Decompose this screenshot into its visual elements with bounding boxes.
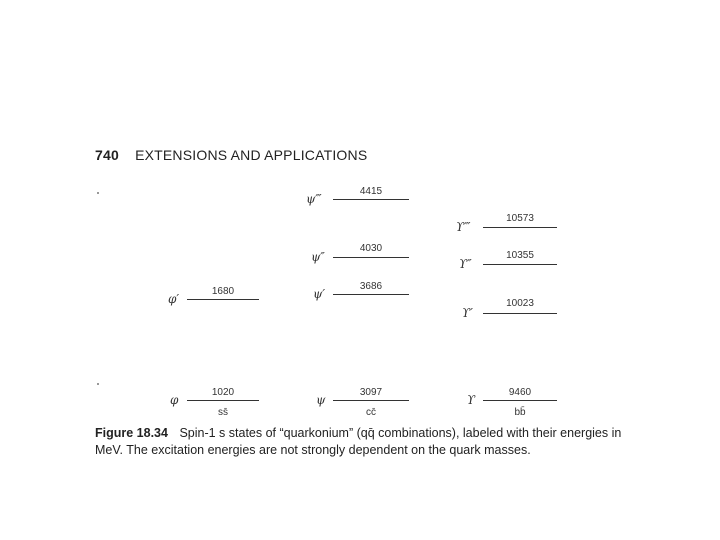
level-symbol-phi: φ: [170, 393, 179, 407]
level-line-upsilon-prime: [483, 313, 557, 314]
level-line-upsilon-double-prime: [483, 264, 557, 265]
level-symbol-upsilon-double-prime: ϒ″: [459, 257, 472, 271]
level-value-psi: 3097: [359, 387, 383, 398]
figure-caption: [95, 425, 640, 459]
level-value-psi-prime: 3686: [359, 281, 383, 292]
scan-speck: [97, 383, 99, 385]
level-symbol-upsilon-prime: ϒ′: [462, 306, 473, 320]
level-value-psi-double-prime: 4030: [359, 243, 383, 254]
quark-label-ssbar: ss̄: [218, 407, 228, 418]
level-value-upsilon: 9460: [508, 387, 532, 398]
level-symbol-psi-double-prime: ψ″: [311, 250, 325, 264]
level-symbol-psi: ψ: [316, 393, 326, 407]
page-number: 740: [95, 147, 119, 163]
level-value-psi-triple-prime: 4415: [359, 186, 383, 197]
quark-label-ccbar: cc̄: [366, 407, 376, 418]
level-line-upsilon-triple-prime: [483, 227, 557, 228]
level-line-phi-prime: [187, 299, 259, 300]
level-line-psi-double-prime: [333, 257, 409, 258]
figure-label: Figure 18.34: [95, 426, 168, 440]
level-symbol-upsilon: ϒ: [467, 393, 476, 407]
chapter-title: EXTENSIONS AND APPLICATIONS: [135, 147, 368, 163]
level-symbol-upsilon-triple-prime: ϒ‴: [456, 220, 471, 234]
scan-speck: [97, 192, 99, 194]
level-value-upsilon-double-prime: 10355: [506, 250, 534, 261]
level-value-phi-prime: 1680: [211, 286, 235, 297]
page-header: [95, 147, 367, 163]
level-symbol-phi-prime: φ′: [168, 292, 180, 306]
caption-text: Spin-1 s states of “quarkonium” (qq̄ combinations), labeled with their energies in MeV. The excitation energies are not strongly dependent on the quark masses.: [95, 426, 622, 457]
level-value-upsilon-prime: 10023: [506, 298, 534, 309]
level-line-psi-triple-prime: [333, 199, 409, 200]
quark-label-bbbar: bb̄: [514, 407, 526, 418]
level-line-upsilon: [483, 400, 557, 401]
level-symbol-psi-triple-prime: ψ‴: [306, 192, 322, 206]
level-value-phi: 1020: [211, 387, 235, 398]
level-line-psi: [333, 400, 409, 401]
level-line-phi: [187, 400, 259, 401]
level-value-upsilon-triple-prime: 10573: [506, 213, 534, 224]
level-symbol-psi-prime: ψ′: [313, 287, 326, 301]
level-line-psi-prime: [333, 294, 409, 295]
